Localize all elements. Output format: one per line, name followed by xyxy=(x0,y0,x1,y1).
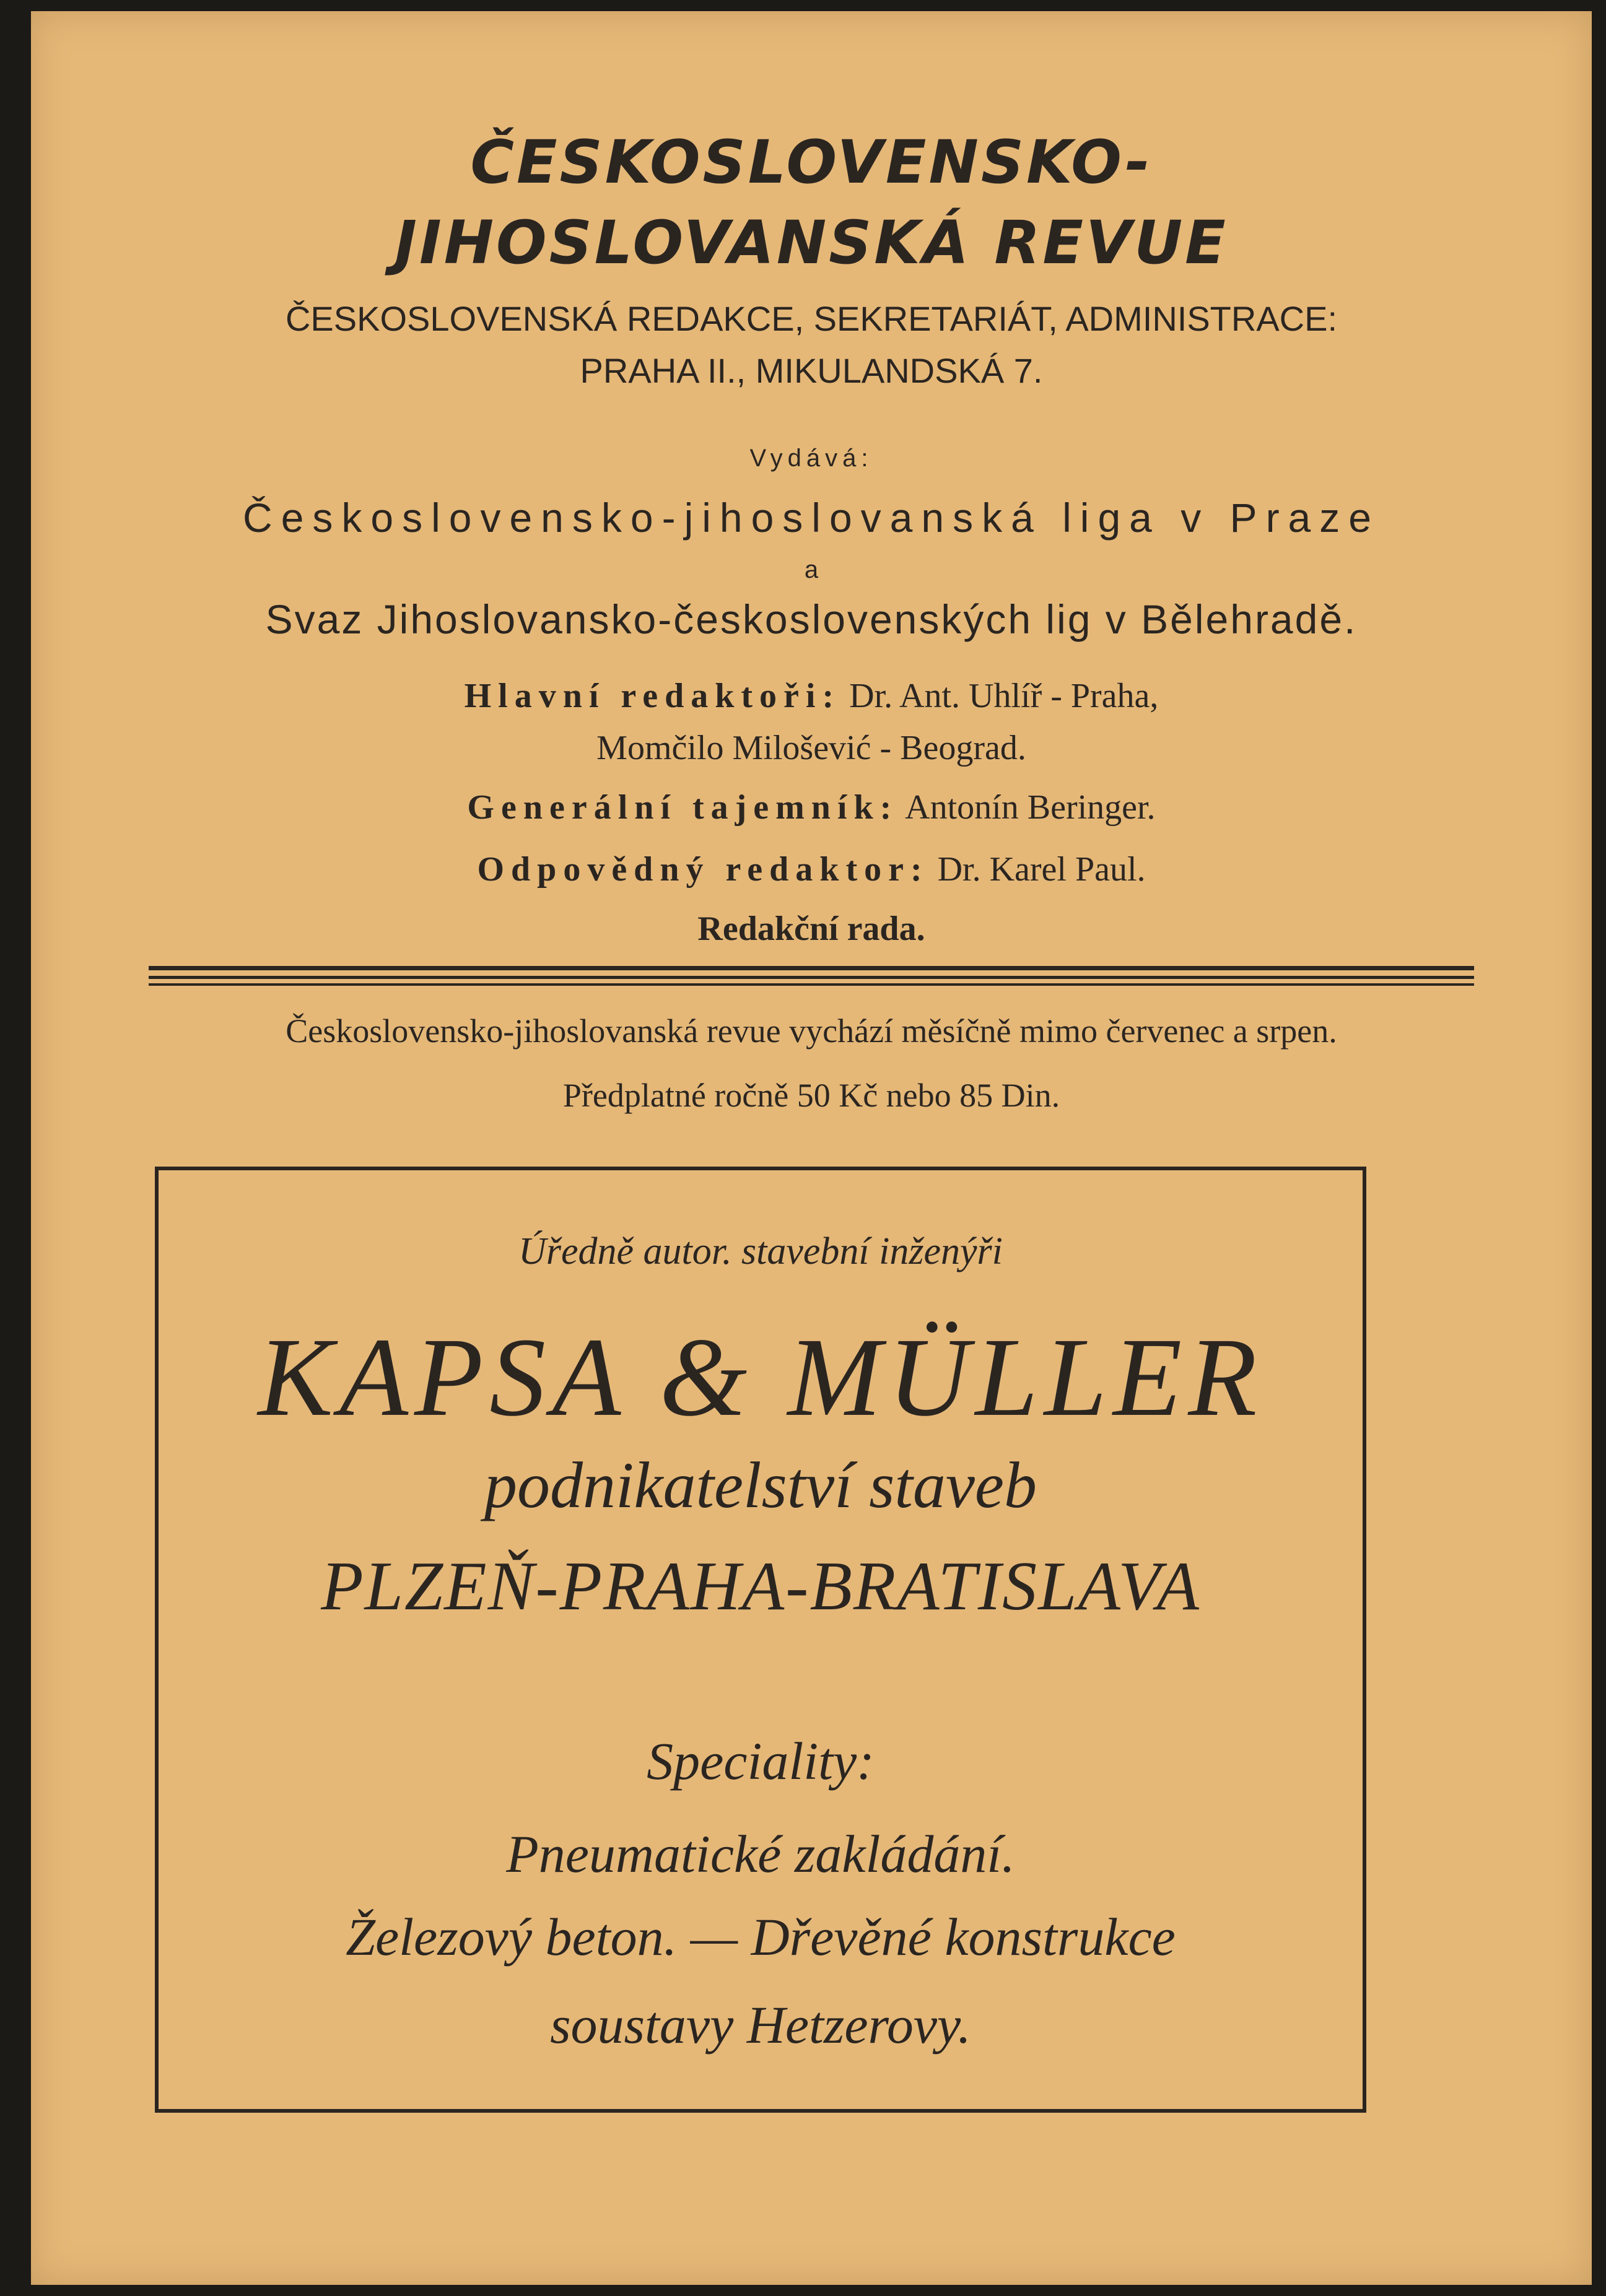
address-line1: ČESKOSLOVENSKÁ REDAKCE, SEKRETARIÁT, ADMINISTRACE: xyxy=(285,299,1338,338)
advertisement-box xyxy=(155,1167,1366,2113)
divider-thick xyxy=(149,966,1474,970)
ad-speciality-1: Pneumatické zakládání. xyxy=(506,1824,1015,1884)
document-page xyxy=(31,11,1592,2285)
masthead-title-line2: JIHOSLOVANSKÁ REVUE xyxy=(395,208,1228,277)
ad-line-business: podnikatelství staveb xyxy=(484,1449,1037,1521)
ad-locations: PLZEŇ-PRAHA-BRATISLAVA xyxy=(321,1548,1200,1625)
address-line2: PRAHA II., MIKULANDSKÁ 7. xyxy=(580,351,1043,390)
ad-speciality-3: soustavy Hetzerovy. xyxy=(550,1995,971,2055)
editorial-board: Redakční rada. xyxy=(697,910,925,948)
secretary-label: Generální tajemník: xyxy=(467,788,899,827)
chief-editors-value1: Dr. Ant. Uhlíř - Praha, xyxy=(849,677,1159,715)
divider-middle xyxy=(149,976,1474,979)
subscription-note: Předplatné ročně 50 Kč nebo 85 Din. xyxy=(562,1077,1060,1114)
publisher-line2: Svaz Jihoslovansko-československých lig v Bělehradě. xyxy=(265,596,1358,642)
publisher-label: Vydává: xyxy=(749,445,873,472)
responsible-editor-value: Dr. Karel Paul. xyxy=(937,850,1146,889)
ad-speciality-2: Železový beton. — Dřevěné konstrukce xyxy=(346,1907,1176,1967)
ad-company-name: KAPSA & MÜLLER xyxy=(258,1315,1263,1440)
responsible-editor-line xyxy=(31,850,1592,889)
publisher-line1: Československo-jihoslovanská liga v Praze xyxy=(243,495,1380,541)
secretary-line xyxy=(31,788,1592,827)
secretary-value: Antonín Beringer. xyxy=(905,788,1156,827)
masthead-title-line1: ČESKOSLOVENSKO- xyxy=(470,128,1153,197)
ad-specialities-label: Speciality: xyxy=(647,1731,875,1791)
chief-editors-value2: Momčilo Milošević - Beograd. xyxy=(596,729,1026,767)
chief-editors-line xyxy=(31,676,1592,716)
chief-editors-label: Hlavní redaktoři: xyxy=(464,677,841,715)
ad-line-engineers: Úředně autor. stavební inženýři xyxy=(518,1230,1003,1272)
publisher-conjunction: a xyxy=(804,556,819,583)
divider-thin xyxy=(149,983,1474,986)
responsible-editor-label: Odpovědný redaktor: xyxy=(477,850,929,889)
frequency-note: Československo-jihoslovanská revue vychází měsíčně mimo červenec a srpen. xyxy=(286,1012,1337,1050)
